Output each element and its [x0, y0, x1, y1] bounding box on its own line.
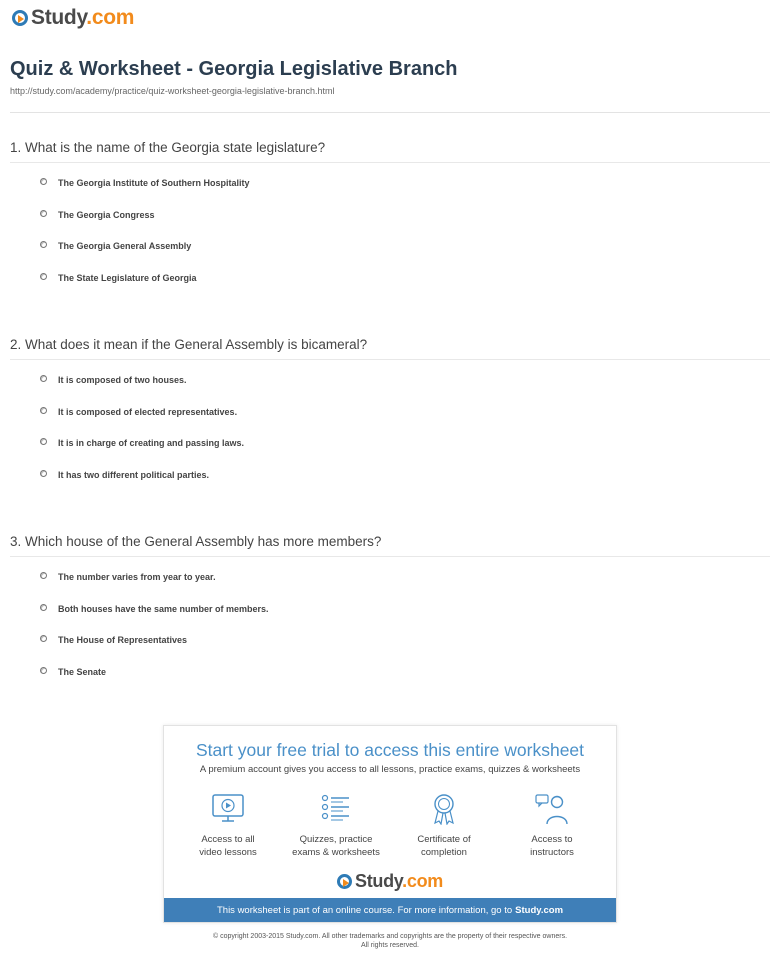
answer-option[interactable]: The Senate	[40, 667, 269, 699]
feature-instructors: Access to instructors	[502, 793, 602, 859]
radio-button-icon[interactable]	[40, 667, 47, 674]
radio-button-icon[interactable]	[40, 438, 47, 445]
promo-study-logo[interactable]	[164, 871, 616, 892]
question-text: 3. Which house of the General Assembly has more members?	[10, 534, 382, 549]
play-logo-icon	[337, 874, 352, 889]
question-divider	[10, 556, 770, 557]
feature-list	[164, 793, 616, 859]
radio-button-icon[interactable]	[40, 572, 47, 579]
answer-option[interactable]: The number varies from year to year.	[40, 572, 269, 604]
video-lesson-icon	[211, 793, 245, 825]
answer-option[interactable]: The Georgia General Assembly	[40, 241, 250, 273]
question-divider	[10, 359, 770, 360]
answer-option[interactable]: It is in charge of creating and passing laws.	[40, 438, 244, 470]
question-text: 2. What does it mean if the General Assembly is bicameral?	[10, 337, 368, 352]
answer-option[interactable]: Both houses have the same number of members.	[40, 604, 269, 636]
copyright-footer: © copyright 2003-2015 Study.com. All other trademarks and copyrights are the property of their respective owners. All rights reserved.	[212, 933, 568, 949]
feature-quizzes: Quizzes, practice exams & worksheets	[286, 793, 386, 859]
question-3	[10, 534, 770, 677]
question-divider	[10, 162, 770, 163]
radio-button-icon[interactable]	[40, 635, 47, 642]
answer-option[interactable]: It is composed of elected representatives.	[40, 407, 244, 439]
answer-option[interactable]: It is composed of two houses.	[40, 375, 244, 407]
page-url[interactable]: http://study.com/academy/practice/quiz-worksheet-georgia-legislative-branch.html	[10, 86, 335, 96]
logo-wordmark: Study.com	[31, 6, 135, 29]
radio-button-icon[interactable]	[40, 273, 47, 280]
feature-video-lessons: Access to all video lessons	[178, 793, 278, 859]
radio-button-icon[interactable]	[40, 470, 47, 477]
answer-option[interactable]: The Georgia Institute of Southern Hospitality	[40, 178, 250, 210]
study-link[interactable]: Study.com	[515, 904, 564, 916]
page-title: Quiz & Worksheet - Georgia Legislative Branch	[10, 58, 458, 80]
question-2	[10, 337, 770, 480]
answer-list	[40, 178, 250, 304]
radio-button-icon[interactable]	[40, 210, 47, 217]
study-logo[interactable]	[12, 6, 134, 30]
free-trial-promo[interactable]	[163, 725, 617, 923]
answer-option[interactable]: The Georgia Congress	[40, 210, 250, 242]
radio-button-icon[interactable]	[40, 604, 47, 611]
radio-button-icon[interactable]	[40, 375, 47, 382]
answer-option[interactable]: The House of Representatives	[40, 635, 269, 667]
answer-list	[40, 572, 269, 698]
promo-info-bar: This worksheet is part of an online course. For more information, go to Study.com	[164, 898, 616, 922]
question-1	[10, 140, 770, 283]
feature-certificate: Certificate of completion	[394, 793, 494, 859]
certificate-icon	[427, 793, 461, 825]
radio-button-icon[interactable]	[40, 241, 47, 248]
quiz-list-icon	[319, 793, 353, 825]
promo-subline: A premium account gives you access to all lessons, practice exams, quizzes & worksheets	[199, 764, 581, 775]
answer-list	[40, 375, 244, 501]
radio-button-icon[interactable]	[40, 178, 47, 185]
question-text: 1. What is the name of the Georgia state legislature?	[10, 140, 326, 155]
logo-wordmark: Study.com	[355, 871, 443, 891]
instructor-icon	[535, 793, 569, 825]
answer-option[interactable]: It has two different political parties.	[40, 470, 244, 502]
radio-button-icon[interactable]	[40, 407, 47, 414]
answer-option[interactable]: The State Legislature of Georgia	[40, 273, 250, 305]
promo-headline[interactable]: Start your free trial to access this entire worksheet	[195, 740, 585, 760]
play-logo-icon	[12, 10, 28, 26]
header-divider	[10, 112, 770, 113]
